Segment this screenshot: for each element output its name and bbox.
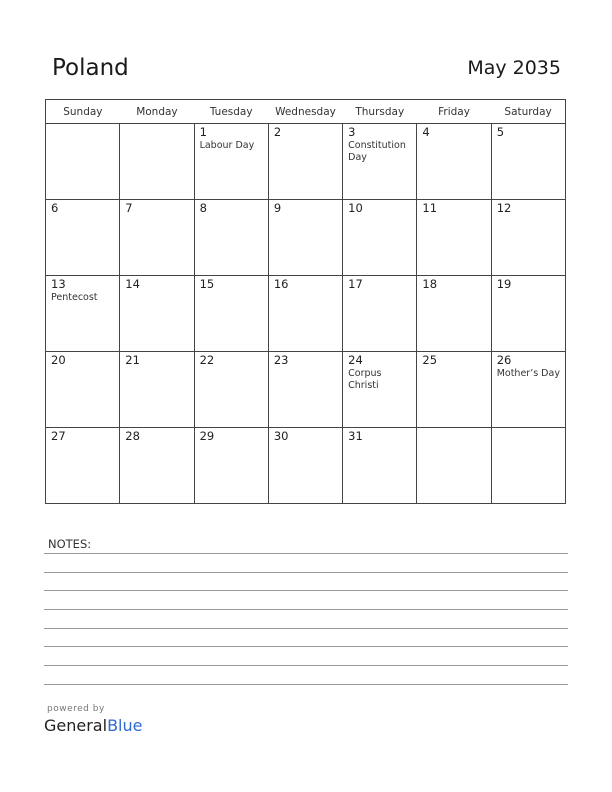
day-cell: [417, 200, 491, 276]
day-number: 30: [273, 429, 289, 443]
day-cell: [120, 124, 194, 200]
calendar-grid: [45, 99, 566, 504]
day-cell: [268, 428, 342, 504]
day-cell: [417, 276, 491, 352]
day-cell: [343, 200, 417, 276]
day-number: 21: [125, 353, 140, 367]
note-line: [44, 609, 568, 610]
day-cell: [268, 276, 342, 352]
day-number: 23: [273, 353, 289, 367]
day-number: 29: [199, 429, 215, 443]
day-cell: [120, 428, 194, 504]
month-year-title: May 2035: [467, 57, 561, 79]
day-cell: [343, 428, 417, 504]
brand-name-general: General: [44, 716, 108, 735]
day-cell: [268, 352, 342, 428]
day-cell: [46, 200, 120, 276]
holiday-label: Labour Day: [199, 140, 255, 151]
holiday-label: Pentecost: [51, 292, 98, 303]
holiday-label: Constitution Day: [348, 140, 406, 163]
day-number: 2: [273, 125, 282, 139]
weekday-monday: Monday: [120, 100, 194, 124]
day-cell: [46, 428, 120, 504]
day-number: 25: [422, 353, 438, 367]
day-number: 11: [422, 201, 438, 215]
day-number: 22: [199, 353, 215, 367]
day-number: 13: [51, 277, 66, 291]
day-cell: [120, 352, 194, 428]
day-number: 28: [125, 429, 140, 443]
day-number: 19: [496, 277, 512, 291]
weekday-wednesday: Wednesday: [268, 100, 342, 124]
day-cell: [268, 124, 342, 200]
day-cell: [491, 428, 565, 504]
day-number: 16: [273, 277, 289, 291]
day-number: 15: [199, 277, 215, 291]
day-cell: [46, 352, 120, 428]
note-line: [44, 590, 568, 591]
day-number: 27: [51, 429, 66, 443]
weekday-sunday: Sunday: [46, 100, 120, 124]
note-line: [44, 553, 568, 554]
day-number: 6: [51, 201, 59, 215]
day-cell: [194, 124, 268, 200]
day-cell: [491, 200, 565, 276]
day-cell: [343, 276, 417, 352]
note-line: [44, 684, 568, 685]
day-cell: [194, 276, 268, 352]
holiday-label: Corpus Christi: [348, 368, 382, 391]
day-number: 7: [125, 201, 133, 215]
note-line: [44, 628, 568, 629]
day-cell: [417, 124, 491, 200]
day-cell: [194, 428, 268, 504]
weekday-tuesday: Tuesday: [194, 100, 268, 124]
week-row-4: [46, 352, 566, 428]
day-number: 26: [496, 353, 512, 367]
day-cell: [46, 276, 120, 352]
day-number: 14: [125, 277, 140, 291]
note-line: [44, 646, 568, 647]
week-row-2: [46, 200, 566, 276]
day-number: 12: [496, 201, 512, 215]
powered-by-text: powered by: [47, 704, 105, 714]
day-number: 8: [199, 201, 207, 215]
brand-name-blue: Blue: [107, 716, 143, 735]
day-number: 20: [51, 353, 66, 367]
day-number: 1: [199, 125, 207, 139]
day-cell: [417, 428, 491, 504]
note-line: [44, 572, 568, 573]
weekday-thursday: Thursday: [343, 100, 417, 124]
day-number: 17: [348, 277, 363, 291]
holiday-label: Mother’s Day: [496, 368, 560, 379]
day-cell: [194, 352, 268, 428]
day-cell: [46, 124, 120, 200]
week-row-3: [46, 276, 566, 352]
day-cell: [491, 124, 565, 200]
day-cell: [194, 200, 268, 276]
country-title: Poland: [52, 55, 129, 81]
week-row-5: [46, 428, 566, 504]
note-line: [44, 665, 568, 666]
day-number: 5: [496, 125, 505, 139]
day-number: 4: [422, 125, 430, 139]
day-cell: [343, 352, 417, 428]
day-cell: [120, 200, 194, 276]
day-number: 3: [348, 125, 356, 139]
weekday-saturday: Saturday: [491, 100, 565, 124]
notes-label: NOTES:: [48, 537, 92, 551]
day-number: 18: [422, 277, 438, 291]
day-number: 31: [348, 429, 363, 443]
day-cell: [343, 124, 417, 200]
day-cell: [417, 352, 491, 428]
day-number: 9: [273, 201, 282, 215]
brand-logo: [44, 716, 142, 735]
week-row-1: [46, 124, 566, 200]
day-cell: [268, 200, 342, 276]
weekday-header-row: [46, 100, 566, 124]
day-cell: [120, 276, 194, 352]
day-number: 24: [348, 353, 363, 367]
weekday-friday: Friday: [417, 100, 491, 124]
day-cell: [491, 276, 565, 352]
day-cell: [491, 352, 565, 428]
day-number: 10: [348, 201, 363, 215]
